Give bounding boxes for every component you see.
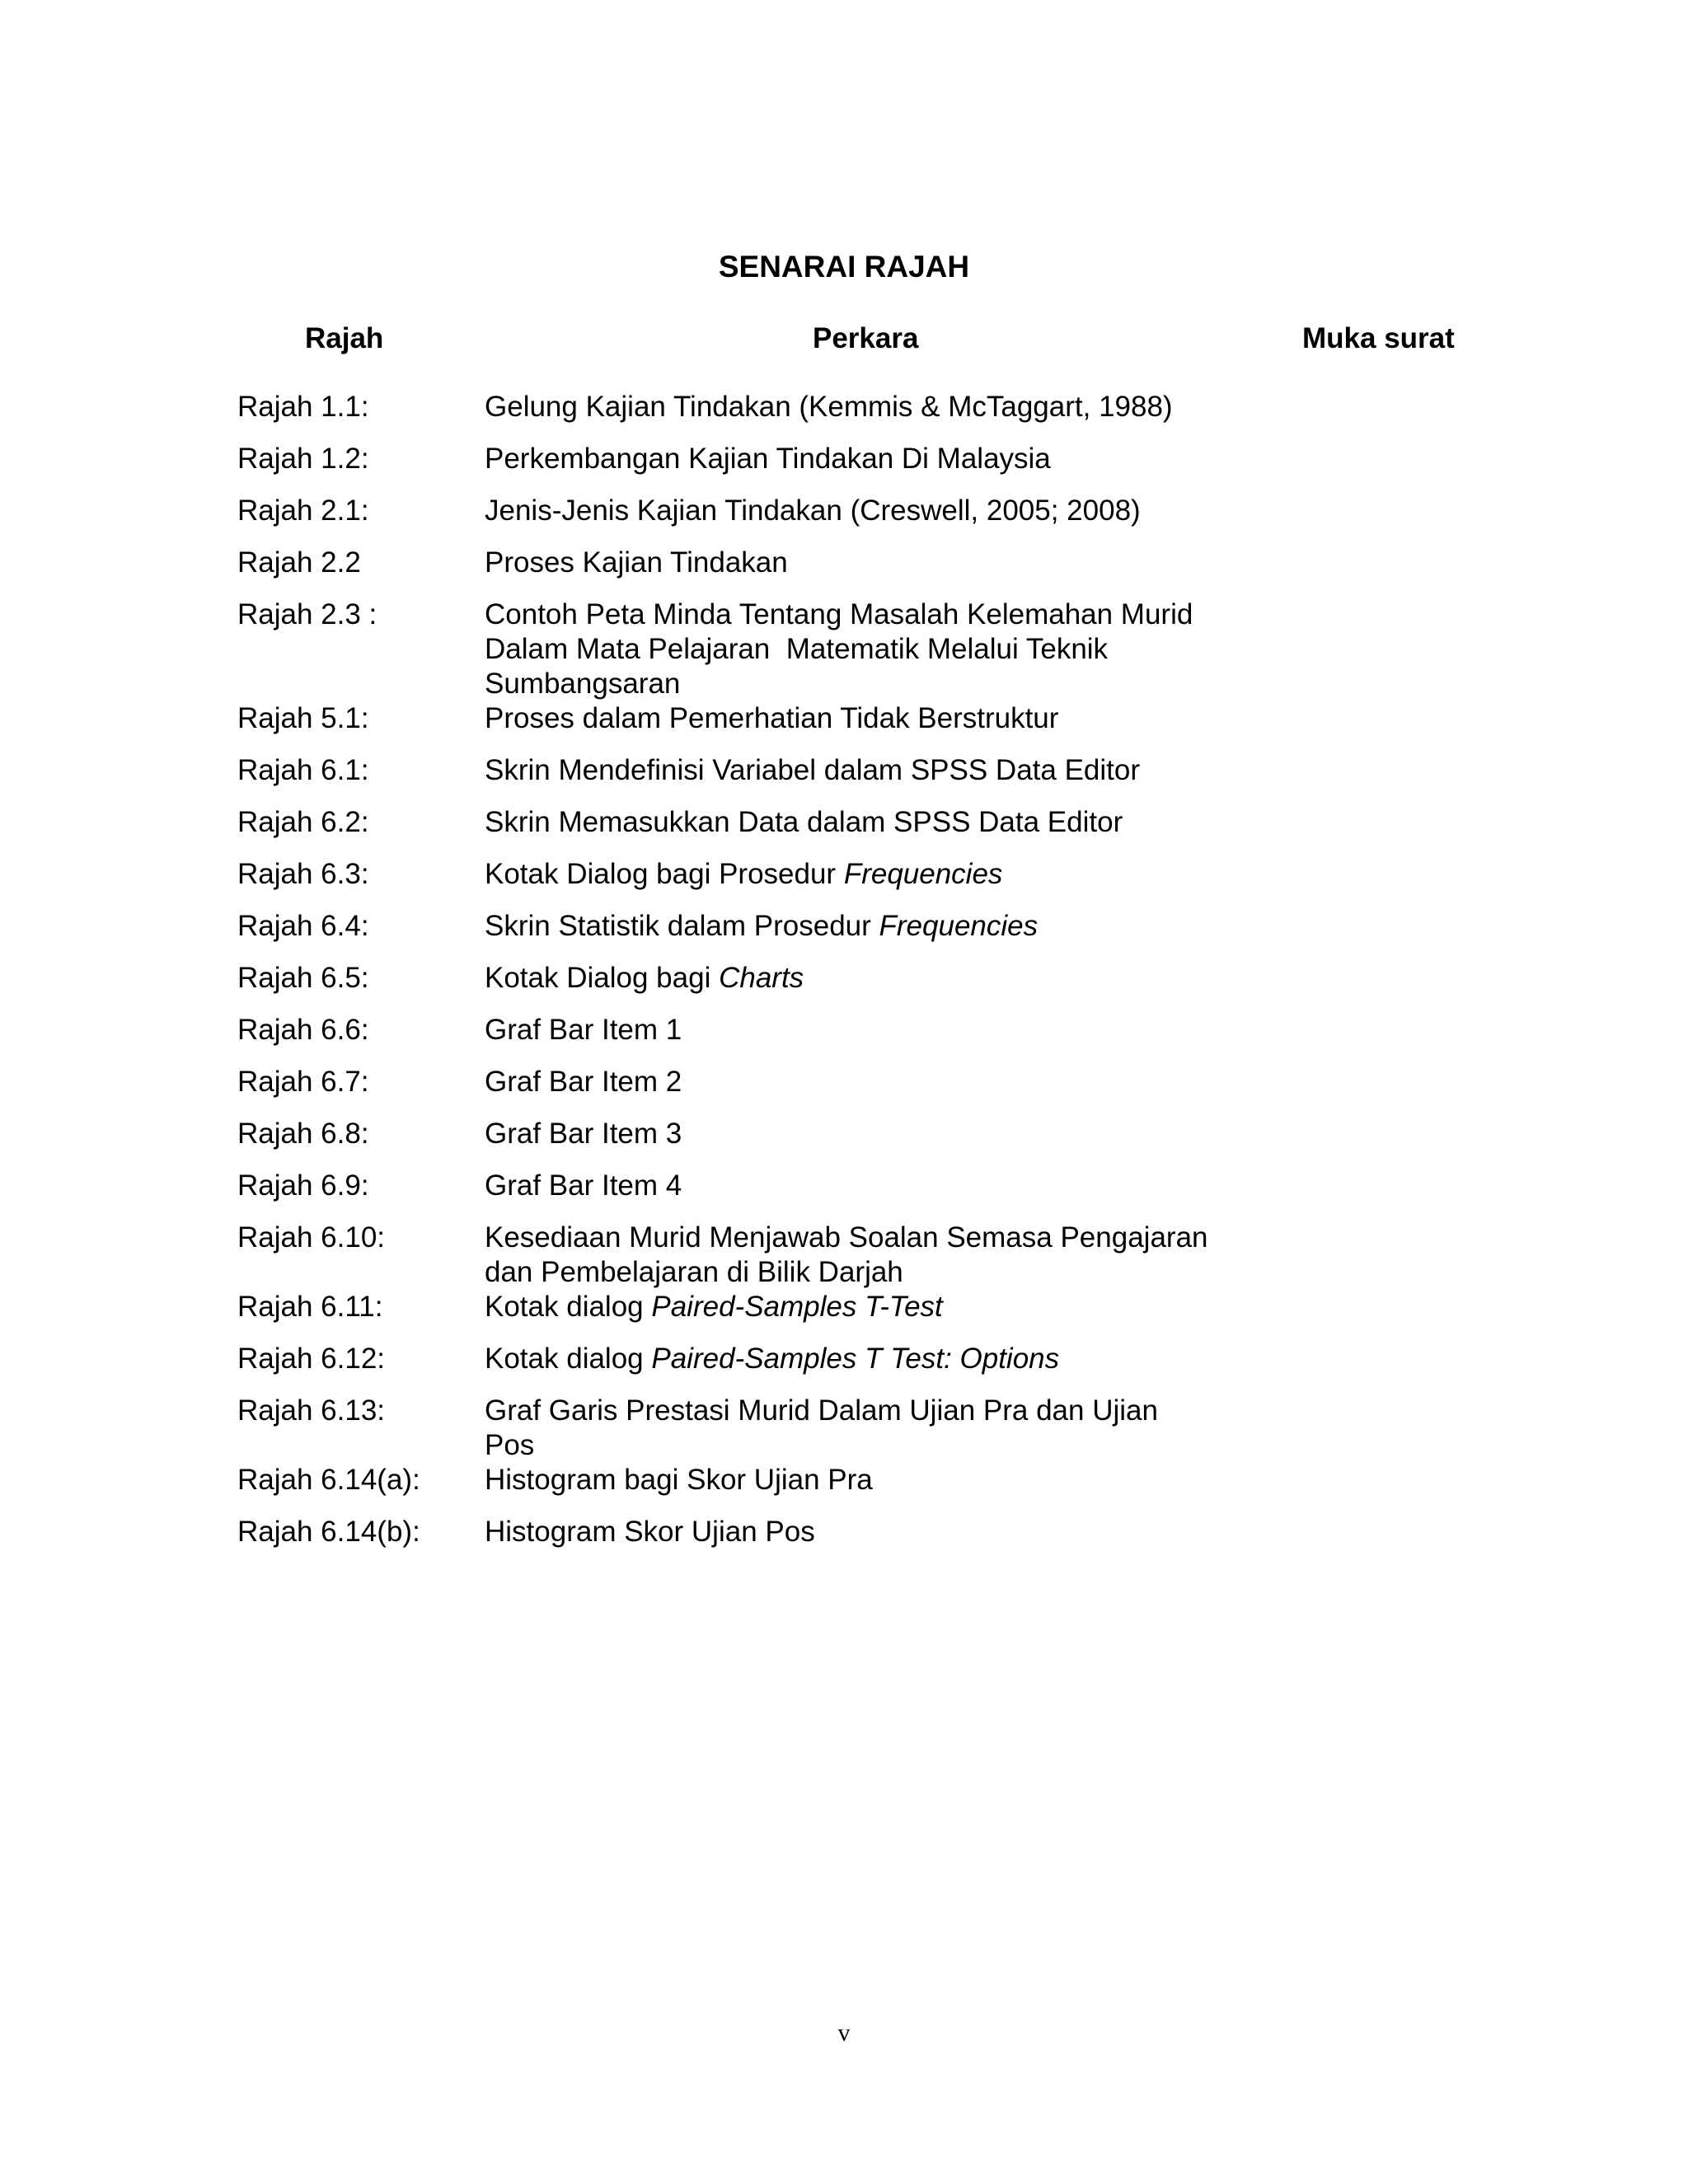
figure-label: Rajah 6.12:: [237, 1343, 386, 1375]
figure-label: Rajah 6.5:: [237, 962, 369, 994]
figure-title-line: Kesediaan Murid Menjawab Soalan Semasa Pengajaran: [485, 1221, 1208, 1254]
figure-label: Rajah 2.1:: [237, 494, 369, 527]
figure-title: [485, 1290, 1251, 1342]
figure-title-line: Dalam Mata Pelajaran Matematik Melalui Teknik: [485, 633, 1109, 665]
figure-entry: [237, 961, 1556, 1013]
figure-title-line: Gelung Kajian Tindakan (Kemmis & McTaggart, 1988): [485, 391, 1173, 423]
figure-title: [485, 1463, 1251, 1515]
figure-title-line: Histogram Skor Ujian Pos: [485, 1516, 815, 1548]
figure-title-italic: Paired-Samples T Test: Options: [651, 1343, 1060, 1375]
figure-entry: [237, 1463, 1556, 1515]
figure-title-text: Kotak Dialog bagi: [485, 962, 720, 994]
figure-label: Rajah 6.2:: [237, 806, 369, 838]
figure-entry: [237, 598, 1556, 701]
figure-title-line: Graf Bar Item 3: [485, 1118, 682, 1150]
figure-title-line: Graf Bar Item 2: [485, 1066, 682, 1098]
figure-title: [485, 753, 1251, 805]
figure-title-line: Perkembangan Kajian Tindakan Di Malaysia: [485, 443, 1051, 475]
figure-entry: [237, 494, 1556, 546]
figure-label: Rajah 6.13:: [237, 1394, 386, 1427]
figure-title-line: Proses Kajian Tindakan: [485, 546, 788, 579]
figure-list: [237, 390, 1556, 1567]
figure-title: [485, 546, 1251, 598]
figure-title: [485, 857, 1251, 909]
figure-title-line: Sumbangsaran: [485, 668, 681, 700]
figure-entry: [237, 857, 1556, 909]
figure-entry: [237, 546, 1556, 598]
figure-label: Rajah 1.2:: [237, 443, 369, 475]
figure-title: [485, 390, 1251, 442]
figure-label: Rajah 6.9:: [237, 1169, 369, 1202]
figure-entry: [237, 1065, 1556, 1117]
figure-title: [485, 494, 1251, 546]
figure-title: [485, 1065, 1251, 1117]
figure-title: [485, 805, 1251, 857]
figure-label: Rajah 6.14(a):: [237, 1464, 420, 1496]
figure-title-line: Graf Garis Prestasi Murid Dalam Ujian Pra dan Ujian: [485, 1394, 1158, 1427]
figure-entry: [237, 909, 1556, 961]
figure-entry: [237, 1221, 1556, 1290]
figure-label: Rajah 2.2: [237, 546, 361, 579]
page-number: v: [837, 2019, 851, 2046]
figure-entry: [237, 701, 1556, 753]
page-title: SENARAI RAJAH: [718, 250, 970, 284]
figure-title-line: Jenis-Jenis Kajian Tindakan (Creswell, 2005; 2008): [485, 494, 1141, 527]
figure-entry: [237, 1013, 1556, 1065]
figure-entry: [237, 1169, 1556, 1221]
figure-label: Rajah 1.1:: [237, 391, 369, 423]
figure-label: Rajah 2.3 :: [237, 598, 377, 630]
figure-title: [485, 1221, 1251, 1290]
figure-entry: [237, 1394, 1556, 1463]
figure-entry: [237, 1117, 1556, 1169]
figure-title-line: Pos: [485, 1429, 535, 1461]
figure-entry: [237, 1342, 1556, 1394]
figure-title: [485, 1342, 1251, 1394]
figure-title-text: Skrin Statistik dalam Prosedur: [485, 910, 879, 942]
figure-title-line: Graf Bar Item 4: [485, 1169, 682, 1202]
figure-title-italic: Charts: [719, 962, 804, 994]
figure-title-text: Kotak Dialog bagi Prosedur: [485, 858, 844, 890]
figure-title: [485, 1515, 1251, 1567]
figure-label: Rajah 6.1:: [237, 754, 369, 786]
figure-title-line: Proses dalam Pemerhatian Tidak Berstruktur: [485, 702, 1059, 734]
figure-title: [485, 701, 1251, 753]
figure-entry: [237, 442, 1556, 494]
figure-label: Rajah 6.10:: [237, 1221, 386, 1254]
figure-title-line: dan Pembelajaran di Bilik Darjah: [485, 1256, 903, 1288]
figure-label: Rajah 6.3:: [237, 858, 369, 890]
figure-title-italic: Frequencies: [843, 858, 1003, 890]
figure-title-italic: Frequencies: [879, 910, 1039, 942]
figure-title-text: Kotak dialog: [485, 1291, 652, 1323]
figure-label: Rajah 6.14(b):: [237, 1516, 420, 1548]
column-header-muka-surat: Muka surat: [1302, 322, 1455, 354]
figure-entry: [237, 805, 1556, 857]
figure-entry: [237, 1290, 1556, 1342]
figure-title-line: Contoh Peta Minda Tentang Masalah Kelemahan Murid: [485, 598, 1193, 630]
figure-title: [485, 1169, 1251, 1221]
figure-label: Rajah 6.6:: [237, 1014, 369, 1046]
figure-title-text: Kotak dialog: [485, 1343, 652, 1375]
figure-entry: [237, 753, 1556, 805]
figure-title: [485, 909, 1251, 961]
figure-title: [485, 598, 1251, 701]
figure-label: Rajah 5.1:: [237, 702, 369, 734]
figure-label: Rajah 6.7:: [237, 1066, 369, 1098]
figure-label: Rajah 6.4:: [237, 910, 369, 942]
figure-title-line: Graf Bar Item 1: [485, 1014, 682, 1046]
figure-title-italic: Paired-Samples T-Test: [651, 1291, 943, 1323]
figure-title: [485, 442, 1251, 494]
figure-title: [485, 1117, 1251, 1169]
figure-entry: [237, 390, 1556, 442]
figure-title-line: Histogram bagi Skor Ujian Pra: [485, 1464, 873, 1496]
figure-title: [485, 1013, 1251, 1065]
figure-title: [485, 961, 1251, 1013]
figure-title-line: Skrin Mendefinisi Variabel dalam SPSS Data Editor: [485, 754, 1141, 786]
figure-title-line: Skrin Memasukkan Data dalam SPSS Data Editor: [485, 806, 1123, 838]
column-header-perkara: Perkara: [813, 322, 919, 354]
column-header-rajah: Rajah: [305, 322, 384, 354]
figure-title: [485, 1394, 1251, 1463]
figure-label: Rajah 6.8:: [237, 1118, 369, 1150]
figure-label: Rajah 6.11:: [237, 1291, 383, 1323]
figure-entry: [237, 1515, 1556, 1567]
